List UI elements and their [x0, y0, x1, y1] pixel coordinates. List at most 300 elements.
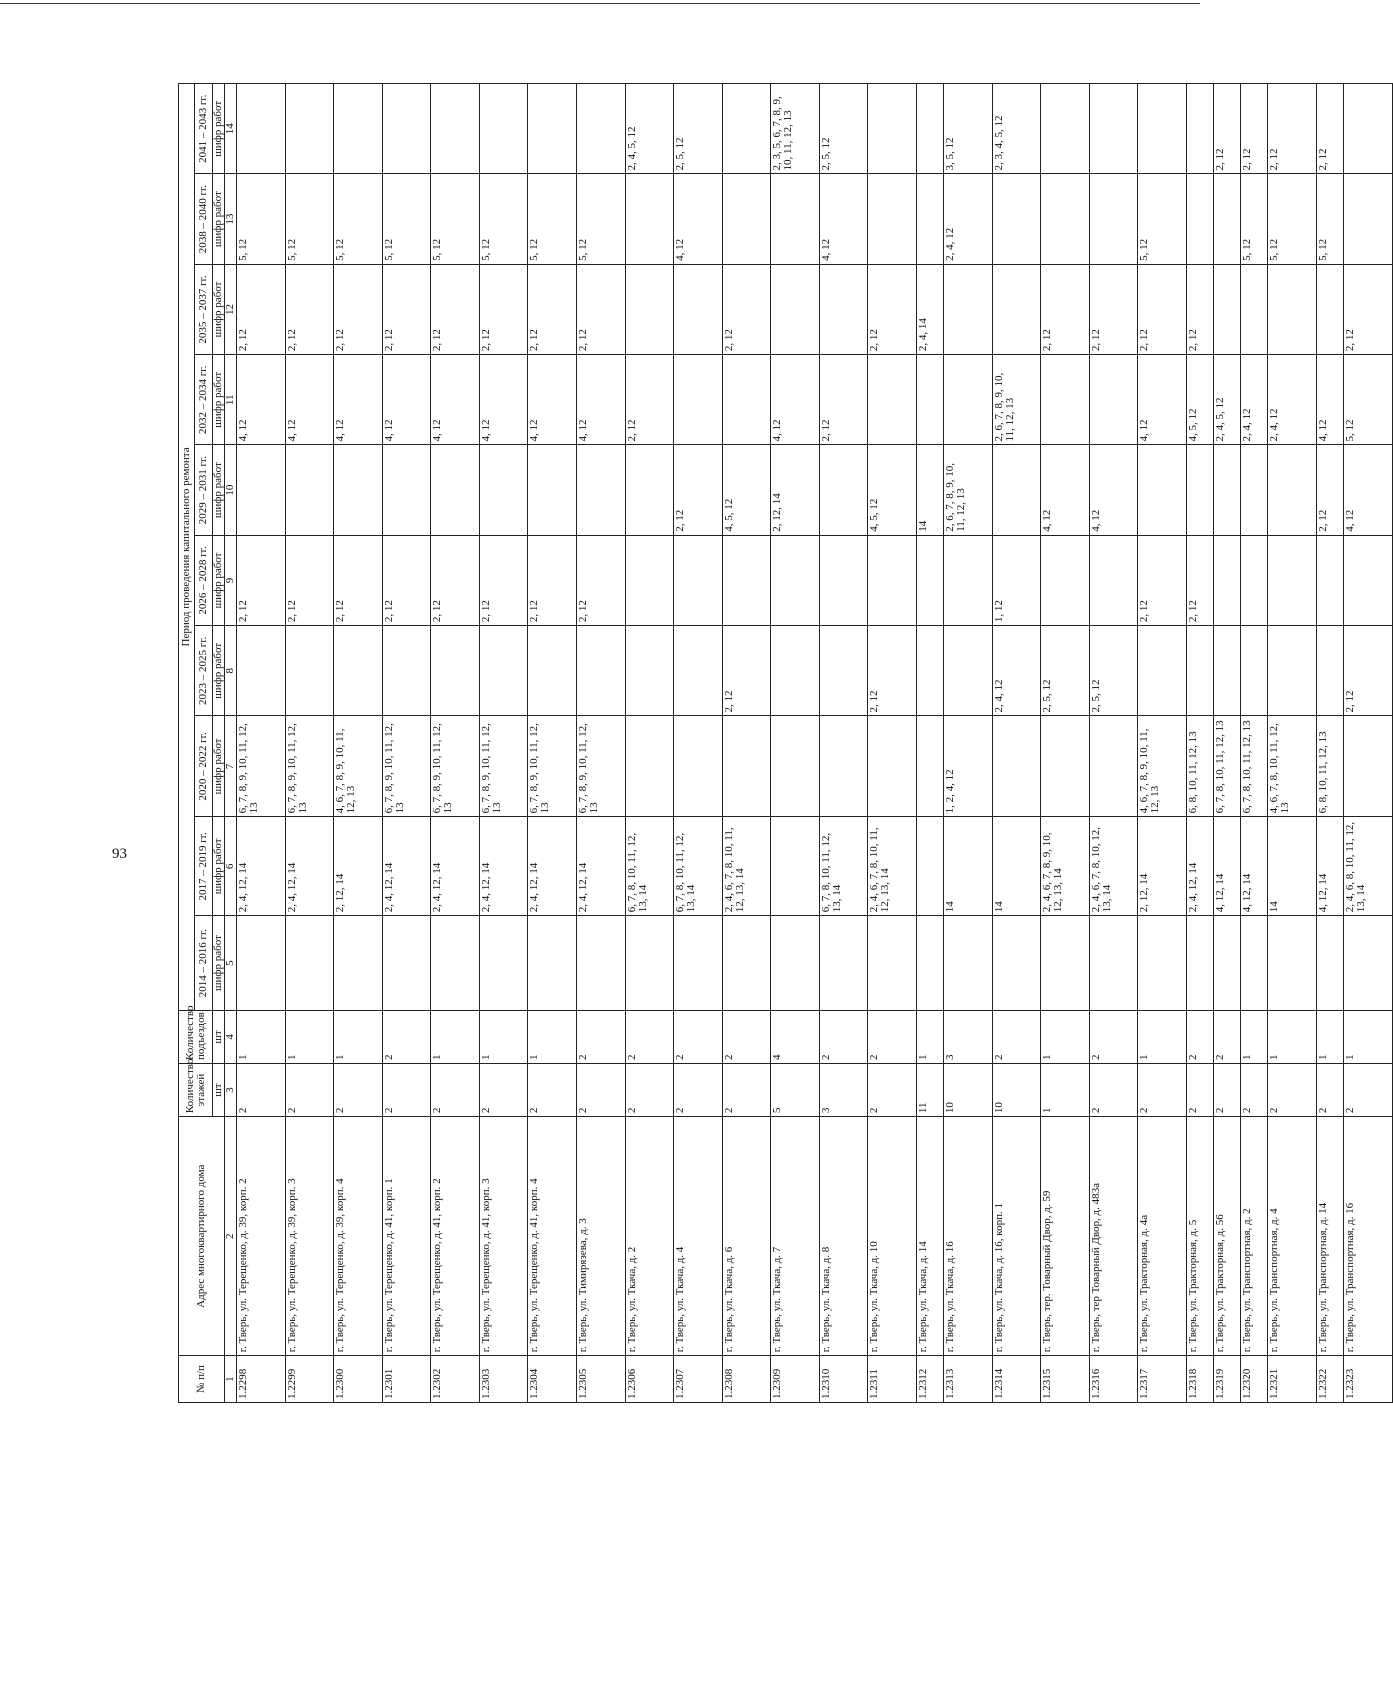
period-codes	[722, 535, 771, 625]
period-codes	[334, 626, 383, 716]
period-codes: 2, 4, 14	[916, 264, 943, 354]
row-number: 1.2305	[576, 1356, 625, 1403]
row-address: г. Тверь, ул. Терещенко, д. 39, корп. 4	[334, 1117, 383, 1356]
period-codes: 2, 12	[1186, 535, 1213, 625]
period-codes: 14	[1268, 817, 1317, 916]
row-address: г. Тверь, ул. Тракторная, д. 56	[1214, 1117, 1241, 1356]
table-row	[285, 84, 334, 1403]
period-codes: 2, 4, 6, 7, 8, 10, 11, 12, 13, 14	[868, 817, 917, 916]
period-codes: 2, 12	[528, 535, 577, 625]
row-address: г. Тверь, ул. Ткача, д. 14	[916, 1117, 943, 1356]
row-address: г. Тверь, ул. Терещенко, д. 41, корп. 2	[431, 1117, 480, 1356]
period-codes: 5, 12	[528, 174, 577, 264]
column-number: 10	[225, 445, 237, 535]
period-codes: 5, 12	[431, 174, 480, 264]
period-codes	[1317, 626, 1344, 716]
period-codes: 2, 12	[819, 355, 868, 445]
period-codes: 6, 7, 8, 9, 10, 11, 12, 13	[382, 716, 431, 817]
period-codes: 14	[916, 445, 943, 535]
row-floors: 2	[479, 1063, 528, 1116]
period-codes	[674, 535, 723, 625]
row-floors: 2	[1241, 1063, 1268, 1116]
period-codes: 2, 12	[1317, 84, 1344, 174]
period-codes	[1241, 445, 1268, 535]
column-number: 11	[225, 355, 237, 445]
row-number: 1.2313	[944, 1356, 993, 1403]
table-row	[868, 84, 917, 1403]
row-address: г. Тверь, ул. Ткача, д. 16, корп. 1	[992, 1117, 1041, 1356]
period-codes	[1138, 84, 1187, 174]
table-row	[1138, 84, 1187, 1403]
row-entrances: 1	[1317, 1010, 1344, 1063]
row-floors: 1	[1041, 1063, 1090, 1116]
period-codes: 4, 12	[576, 355, 625, 445]
row-entrances: 1	[334, 1010, 383, 1063]
period-codes: 2, 12	[285, 535, 334, 625]
period-codes	[1241, 916, 1268, 1011]
period-codes: 2, 4, 12, 14	[237, 817, 286, 916]
period-codes: 4, 12	[334, 355, 383, 445]
period-codes	[625, 716, 674, 817]
period-codes: 6, 7, 8, 10, 11, 12, 13	[1241, 716, 1268, 817]
period-codes: 4, 12	[674, 174, 723, 264]
header-period: Период проведения капитального ремонта	[179, 84, 195, 1011]
period-codes	[944, 355, 993, 445]
row-floors: 2	[528, 1063, 577, 1116]
period-codes	[1186, 445, 1213, 535]
period-codes: 2, 4, 5, 12	[625, 84, 674, 174]
period-codes: 4, 12	[771, 355, 820, 445]
row-number: 1.2323	[1344, 1356, 1393, 1403]
period-codes: 2, 12	[382, 264, 431, 354]
table-row	[1268, 84, 1317, 1403]
period-codes	[868, 84, 917, 174]
row-number: 1.2316	[1089, 1356, 1138, 1403]
period-codes: 2, 12	[722, 264, 771, 354]
period-codes: 6, 7, 8, 9, 10, 11, 12, 13	[237, 716, 286, 817]
table-row	[722, 84, 771, 1403]
code-label: шифр работ	[213, 174, 225, 264]
row-floors: 2	[722, 1063, 771, 1116]
row-number: 1.2299	[285, 1356, 334, 1403]
period-header: 2035 – 2037 гг.	[195, 264, 213, 354]
period-codes: 4, 5, 12	[722, 445, 771, 535]
table-row	[819, 84, 868, 1403]
period-codes: 2, 5, 12	[1041, 626, 1090, 716]
period-codes	[625, 626, 674, 716]
row-number: 1.2303	[479, 1356, 528, 1403]
period-codes	[1089, 535, 1138, 625]
row-entrances: 1	[1041, 1010, 1090, 1063]
row-number: 1.2302	[431, 1356, 480, 1403]
row-entrances: 2	[674, 1010, 723, 1063]
period-codes: 2, 4, 12, 14	[285, 817, 334, 916]
period-codes	[625, 264, 674, 354]
period-codes	[1268, 626, 1317, 716]
period-codes	[868, 716, 917, 817]
table-row	[1089, 84, 1138, 1403]
period-codes	[1214, 264, 1241, 354]
header-floors: Количество этажей	[179, 1063, 213, 1116]
row-address: г. Тверь, ул. Терещенко, д. 39, корп. 3	[285, 1117, 334, 1356]
period-codes: 4, 12	[479, 355, 528, 445]
header-entrances: Количество подъездов	[179, 1010, 213, 1063]
period-codes: 2, 6, 7, 8, 9, 10, 11, 12, 13	[944, 445, 993, 535]
row-number: 1.2301	[382, 1356, 431, 1403]
period-codes	[944, 264, 993, 354]
period-codes: 2, 12	[1089, 264, 1138, 354]
period-codes: 2, 12	[576, 535, 625, 625]
row-number: 1.2320	[1241, 1356, 1268, 1403]
period-codes	[431, 445, 480, 535]
table-row	[528, 84, 577, 1403]
period-codes	[992, 174, 1041, 264]
row-number: 1.2306	[625, 1356, 674, 1403]
period-codes: 2, 12	[1041, 264, 1090, 354]
row-number: 1.2314	[992, 1356, 1041, 1403]
period-codes: 5, 12	[334, 174, 383, 264]
period-codes	[1186, 916, 1213, 1011]
period-codes	[1041, 174, 1090, 264]
period-codes	[868, 174, 917, 264]
period-codes	[722, 84, 771, 174]
row-address: г. Тверь, ул. Транспортная, д. 2	[1241, 1117, 1268, 1356]
row-number: 1.2318	[1186, 1356, 1213, 1403]
period-codes: 2, 4, 12, 14	[1186, 817, 1213, 916]
row-number: 1.2307	[674, 1356, 723, 1403]
row-number: 1.2315	[1041, 1356, 1090, 1403]
period-codes	[722, 916, 771, 1011]
period-codes	[625, 916, 674, 1011]
row-address: г. Тверь, ул. Терещенко, д. 41, корп. 1	[382, 1117, 431, 1356]
period-codes	[674, 916, 723, 1011]
row-entrances: 2	[576, 1010, 625, 1063]
table-row	[1344, 84, 1393, 1403]
table-row	[431, 84, 480, 1403]
period-codes	[1041, 916, 1090, 1011]
row-entrances: 2	[722, 1010, 771, 1063]
period-codes	[334, 445, 383, 535]
table-row	[625, 84, 674, 1403]
period-codes	[528, 84, 577, 174]
row-entrances: 2	[992, 1010, 1041, 1063]
period-codes: 14	[944, 817, 993, 916]
period-codes	[1089, 84, 1138, 174]
table-row	[1186, 84, 1213, 1403]
row-address: г. Тверь, ул. Ткача, д. 2	[625, 1117, 674, 1356]
period-codes	[722, 716, 771, 817]
column-number: 3	[225, 1063, 237, 1116]
row-entrances: 2	[382, 1010, 431, 1063]
period-codes	[771, 916, 820, 1011]
period-codes: 4, 12	[1089, 445, 1138, 535]
capital-repair-schedule-table	[178, 83, 1393, 1403]
period-codes: 4, 12	[431, 355, 480, 445]
column-number: 14	[225, 84, 237, 174]
row-entrances: 1	[1241, 1010, 1268, 1063]
row-entrances: 2	[1214, 1010, 1241, 1063]
column-number: 2	[225, 1117, 237, 1356]
period-codes: 5, 12	[1317, 174, 1344, 264]
row-entrances: 1	[431, 1010, 480, 1063]
row-number: 1.2304	[528, 1356, 577, 1403]
period-codes: 6, 7, 8, 9, 10, 11, 12, 13	[285, 716, 334, 817]
period-codes: 5, 12	[1241, 174, 1268, 264]
period-codes: 2, 4, 12	[1268, 355, 1317, 445]
period-codes	[819, 535, 868, 625]
period-codes	[1186, 174, 1213, 264]
period-codes	[674, 264, 723, 354]
period-codes	[1041, 716, 1090, 817]
period-codes	[625, 174, 674, 264]
period-codes	[819, 626, 868, 716]
period-codes	[237, 445, 286, 535]
table-row	[916, 84, 943, 1403]
period-codes	[625, 445, 674, 535]
period-codes	[771, 535, 820, 625]
row-floors: 3	[819, 1063, 868, 1116]
period-codes: 2, 6, 7, 8, 9, 10, 11, 12, 13	[992, 355, 1041, 445]
row-floors: 2	[1138, 1063, 1187, 1116]
code-label: шифр работ	[213, 716, 225, 817]
period-codes	[431, 916, 480, 1011]
period-codes	[1241, 535, 1268, 625]
period-header: 2017 – 2019 гг.	[195, 817, 213, 916]
period-codes: 2, 5, 12	[1089, 626, 1138, 716]
period-codes	[576, 84, 625, 174]
table-row	[334, 84, 383, 1403]
period-codes: 2, 12, 14	[334, 817, 383, 916]
row-floors: 2	[431, 1063, 480, 1116]
table-row	[674, 84, 723, 1403]
period-codes: 4, 12	[382, 355, 431, 445]
period-codes: 2, 5, 12	[674, 84, 723, 174]
row-entrances: 4	[771, 1010, 820, 1063]
period-codes	[1089, 716, 1138, 817]
period-codes	[1317, 916, 1344, 1011]
period-codes	[916, 535, 943, 625]
period-codes: 2, 12	[1268, 84, 1317, 174]
period-codes	[1344, 174, 1393, 264]
column-number: 8	[225, 626, 237, 716]
period-codes: 2, 12	[431, 264, 480, 354]
period-codes: 4, 6, 7, 8, 10, 11, 12, 13	[1268, 716, 1317, 817]
row-entrances: 2	[819, 1010, 868, 1063]
page-number: 93	[112, 846, 127, 862]
period-codes: 6, 7, 8, 10, 11, 12, 13	[1214, 716, 1241, 817]
period-codes: 2, 12	[479, 535, 528, 625]
row-entrances: 1	[1344, 1010, 1393, 1063]
period-codes: 4, 12	[1041, 445, 1090, 535]
period-codes: 2, 4, 6, 7, 8, 9, 10, 12, 13, 14	[1041, 817, 1090, 916]
period-codes: 5, 12	[1138, 174, 1187, 264]
row-entrances: 1	[237, 1010, 286, 1063]
period-codes	[674, 716, 723, 817]
row-floors: 2	[334, 1063, 383, 1116]
code-label: шифр работ	[213, 916, 225, 1011]
period-codes	[1089, 355, 1138, 445]
period-codes	[916, 716, 943, 817]
period-codes: 2, 12	[334, 535, 383, 625]
period-codes	[382, 916, 431, 1011]
period-codes: 2, 12	[1241, 84, 1268, 174]
period-header: 2038 – 2040 гг.	[195, 174, 213, 264]
row-entrances: 2	[868, 1010, 917, 1063]
period-codes	[285, 916, 334, 1011]
period-codes	[382, 626, 431, 716]
row-entrances: 1	[528, 1010, 577, 1063]
row-floors: 2	[382, 1063, 431, 1116]
row-entrances: 1	[1138, 1010, 1187, 1063]
period-codes: 4, 12, 14	[1241, 817, 1268, 916]
period-codes	[528, 445, 577, 535]
table-row	[944, 84, 993, 1403]
period-codes: 2, 4, 6, 8, 10, 11, 12, 13, 14	[1344, 817, 1393, 916]
period-codes: 5, 12	[1344, 355, 1393, 445]
row-floors: 2	[285, 1063, 334, 1116]
period-codes	[479, 626, 528, 716]
period-codes: 2, 12	[1214, 84, 1241, 174]
period-codes	[674, 355, 723, 445]
table-row	[237, 84, 286, 1403]
column-number-row	[225, 84, 237, 1403]
row-address: г. Тверь, ул. Тимирязева, д. 3	[576, 1117, 625, 1356]
period-codes	[674, 626, 723, 716]
header-no: № п/п	[179, 1356, 225, 1403]
code-label: шифр работ	[213, 445, 225, 535]
row-floors: 2	[868, 1063, 917, 1116]
period-codes: 4, 5, 12	[868, 445, 917, 535]
row-number: 1.2312	[916, 1356, 943, 1403]
period-codes	[992, 716, 1041, 817]
period-codes: 2, 12, 14	[771, 445, 820, 535]
period-codes	[819, 264, 868, 354]
period-codes: 4, 12	[1317, 355, 1344, 445]
row-address: г. Тверь, тер Товарный Двор, д. 483а	[1089, 1117, 1138, 1356]
period-codes	[1317, 535, 1344, 625]
period-codes: 2, 4, 6, 7, 8, 10, 11, 12, 13, 14	[722, 817, 771, 916]
period-codes	[916, 84, 943, 174]
period-codes	[237, 626, 286, 716]
period-codes: 2, 12	[868, 626, 917, 716]
period-codes: 4, 6, 7, 8, 9, 10, 11, 12, 13	[334, 716, 383, 817]
period-codes: 2, 4, 12	[1241, 355, 1268, 445]
period-codes	[819, 716, 868, 817]
period-codes: 5, 12	[576, 174, 625, 264]
period-codes	[1214, 174, 1241, 264]
period-codes	[625, 535, 674, 625]
period-codes: 2, 12	[1317, 445, 1344, 535]
period-codes	[285, 626, 334, 716]
period-codes	[916, 817, 943, 916]
row-floors: 2	[625, 1063, 674, 1116]
row-floors: 10	[944, 1063, 993, 1116]
row-floors: 2	[1344, 1063, 1393, 1116]
row-floors: 5	[771, 1063, 820, 1116]
period-codes: 2, 4, 12, 14	[431, 817, 480, 916]
period-codes: 2, 4, 12	[992, 626, 1041, 716]
period-codes: 6, 7, 8, 9, 10, 11, 12, 13	[576, 716, 625, 817]
table-row	[1041, 84, 1090, 1403]
period-codes	[479, 445, 528, 535]
table-body	[237, 84, 1393, 1403]
period-codes	[1344, 535, 1393, 625]
period-codes	[334, 916, 383, 1011]
column-number: 5	[225, 916, 237, 1011]
period-codes: 4, 12	[285, 355, 334, 445]
period-header: 2020 – 2022 гг.	[195, 716, 213, 817]
period-codes: 2, 12	[1138, 264, 1187, 354]
row-address: г. Тверь, ул. Ткача, д. 7	[771, 1117, 820, 1356]
row-address: г. Тверь, ул. Ткача, д. 16	[944, 1117, 993, 1356]
table-row	[1241, 84, 1268, 1403]
period-codes	[868, 535, 917, 625]
period-codes	[1344, 916, 1393, 1011]
period-codes	[868, 355, 917, 445]
period-codes: 5, 12	[382, 174, 431, 264]
period-codes	[1241, 626, 1268, 716]
period-codes	[285, 84, 334, 174]
period-codes	[771, 174, 820, 264]
period-codes	[916, 626, 943, 716]
period-codes	[1344, 716, 1393, 817]
period-codes: 2, 12	[1186, 264, 1213, 354]
column-number: 1	[225, 1356, 237, 1403]
period-codes: 2, 4, 12	[944, 174, 993, 264]
period-codes: 4, 12, 14	[1317, 817, 1344, 916]
row-address: г. Тверь, ул. Транспортная, д. 4	[1268, 1117, 1317, 1356]
row-number: 1.2317	[1138, 1356, 1187, 1403]
row-number: 1.2300	[334, 1356, 383, 1403]
period-codes	[1214, 626, 1241, 716]
row-floors: 2	[1089, 1063, 1138, 1116]
row-floors: 10	[992, 1063, 1041, 1116]
period-codes: 2, 5, 12	[819, 84, 868, 174]
row-address: г. Тверь, ул. Терещенко, д. 41, корп. 3	[479, 1117, 528, 1356]
row-entrances: 1	[916, 1010, 943, 1063]
code-label: шифр работ	[213, 84, 225, 174]
column-number: 9	[225, 535, 237, 625]
period-header: 2032 – 2034 гг.	[195, 355, 213, 445]
period-codes: 4, 12	[1138, 355, 1187, 445]
period-codes: 6, 7, 8, 9, 10, 11, 12, 13	[431, 716, 480, 817]
row-address: г. Тверь, ул. Тракторная, д. 5	[1186, 1117, 1213, 1356]
row-floors: 2	[1186, 1063, 1213, 1116]
period-codes: 4, 12	[528, 355, 577, 445]
period-codes: 6, 8, 10, 11, 12, 13	[1186, 716, 1213, 817]
period-codes	[771, 264, 820, 354]
column-number: 6	[225, 817, 237, 916]
row-number: 1.2319	[1214, 1356, 1241, 1403]
period-codes: 5, 12	[285, 174, 334, 264]
row-address: г. Тверь, ул. Транспортная, д. 16	[1344, 1117, 1393, 1356]
table-row	[382, 84, 431, 1403]
row-floors: 11	[916, 1063, 943, 1116]
period-codes	[237, 916, 286, 1011]
period-codes: 2, 4, 12, 14	[479, 817, 528, 916]
row-address: г. Тверь, ул. Тракторная, д. 4а	[1138, 1117, 1187, 1356]
period-codes	[1186, 84, 1213, 174]
period-codes: 4, 12	[819, 174, 868, 264]
period-codes: 2, 4, 12, 14	[576, 817, 625, 916]
period-codes: 2, 12	[1138, 535, 1187, 625]
period-codes	[382, 84, 431, 174]
period-codes	[771, 626, 820, 716]
code-label: шифр работ	[213, 535, 225, 625]
period-codes	[1317, 264, 1344, 354]
period-codes	[1268, 916, 1317, 1011]
period-codes: 2, 12	[382, 535, 431, 625]
